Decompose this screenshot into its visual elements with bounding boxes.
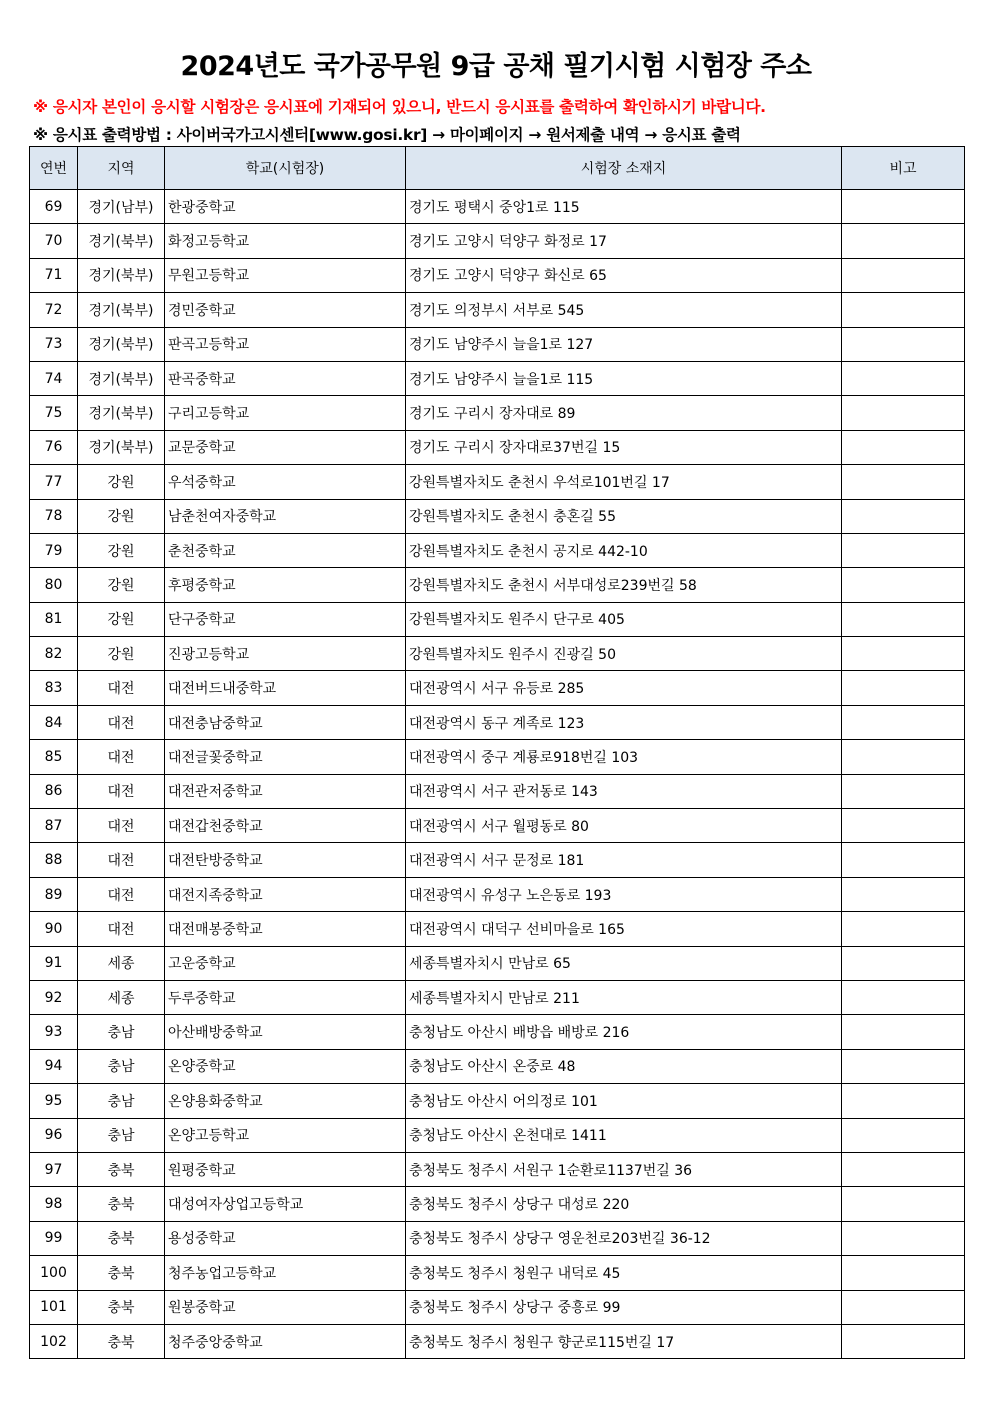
cell-region: 대전 xyxy=(78,809,165,843)
cell-note xyxy=(842,774,965,808)
cell-school: 고운중학교 xyxy=(165,946,406,980)
cell-note xyxy=(842,293,965,327)
cell-region: 충북 xyxy=(78,1290,165,1324)
cell-region: 경기(북부) xyxy=(78,293,165,327)
table-row xyxy=(30,1118,965,1152)
cell-region: 대전 xyxy=(78,705,165,739)
cell-note xyxy=(842,568,965,602)
cell-school: 무원고등학교 xyxy=(165,258,406,292)
table-row xyxy=(30,1290,965,1324)
cell-note xyxy=(842,1152,965,1186)
cell-note xyxy=(842,740,965,774)
cell-region: 강원 xyxy=(78,533,165,567)
table-row xyxy=(30,843,965,877)
cell-note xyxy=(842,1015,965,1049)
cell-school: 대전버드내중학교 xyxy=(165,671,406,705)
cell-school: 대성여자상업고등학교 xyxy=(165,1187,406,1221)
cell-address: 경기도 구리시 장자대로 89 xyxy=(406,396,842,430)
cell-no: 86 xyxy=(30,774,78,808)
cell-region: 강원 xyxy=(78,637,165,671)
cell-region: 경기(북부) xyxy=(78,224,165,258)
cell-school: 대전탄방중학교 xyxy=(165,843,406,877)
cell-address: 충청북도 청주시 서원구 1순환로1137번길 36 xyxy=(406,1152,842,1186)
cell-note xyxy=(842,877,965,911)
cell-address: 충청남도 아산시 배방읍 배방로 216 xyxy=(406,1015,842,1049)
table-row xyxy=(30,809,965,843)
table-row xyxy=(30,1324,965,1358)
cell-note xyxy=(842,671,965,705)
cell-school: 원평중학교 xyxy=(165,1152,406,1186)
cell-no: 101 xyxy=(30,1290,78,1324)
cell-region: 충북 xyxy=(78,1324,165,1358)
cell-no: 76 xyxy=(30,430,78,464)
cell-region: 경기(북부) xyxy=(78,327,165,361)
cell-school: 대전충남중학교 xyxy=(165,705,406,739)
cell-region: 대전 xyxy=(78,774,165,808)
warning-notice: ※ 응시자 본인이 응시할 시험장은 응시표에 기재되어 있으니, 반드시 응시표를 출력하여 확인하시기 바랍니다. xyxy=(33,98,766,116)
cell-no: 98 xyxy=(30,1187,78,1221)
cell-school: 온양중학교 xyxy=(165,1049,406,1083)
cell-no: 77 xyxy=(30,465,78,499)
cell-address: 충청북도 청주시 상당구 영운천로203번길 36-12 xyxy=(406,1221,842,1255)
cell-region: 대전 xyxy=(78,843,165,877)
cell-note xyxy=(842,190,965,224)
header-region: 지역 xyxy=(78,147,165,190)
cell-no: 93 xyxy=(30,1015,78,1049)
cell-no: 78 xyxy=(30,499,78,533)
cell-no: 99 xyxy=(30,1221,78,1255)
cell-region: 강원 xyxy=(78,602,165,636)
cell-school: 화정고등학교 xyxy=(165,224,406,258)
table-row xyxy=(30,533,965,567)
cell-no: 90 xyxy=(30,912,78,946)
cell-address: 세종특별자치시 만남로 211 xyxy=(406,980,842,1014)
cell-no: 70 xyxy=(30,224,78,258)
cell-address: 충청북도 청주시 상당구 대성로 220 xyxy=(406,1187,842,1221)
cell-address: 대전광역시 서구 문정로 181 xyxy=(406,843,842,877)
table-row xyxy=(30,568,965,602)
cell-address: 경기도 남양주시 늘을1로 127 xyxy=(406,327,842,361)
table-body xyxy=(30,190,965,1359)
table-row xyxy=(30,912,965,946)
table-row xyxy=(30,980,965,1014)
table-row xyxy=(30,1187,965,1221)
cell-school: 교문중학교 xyxy=(165,430,406,464)
cell-region: 충북 xyxy=(78,1256,165,1290)
cell-note xyxy=(842,1256,965,1290)
cell-note xyxy=(842,1221,965,1255)
header-note: 비고 xyxy=(842,147,965,190)
table-row xyxy=(30,327,965,361)
cell-note xyxy=(842,1118,965,1152)
table-row xyxy=(30,671,965,705)
cell-region: 충남 xyxy=(78,1049,165,1083)
cell-address: 충청북도 청주시 청원구 내덕로 45 xyxy=(406,1256,842,1290)
header-address: 시험장 소재지 xyxy=(406,147,842,190)
cell-region: 대전 xyxy=(78,671,165,705)
cell-region: 대전 xyxy=(78,912,165,946)
cell-region: 경기(북부) xyxy=(78,430,165,464)
cell-no: 92 xyxy=(30,980,78,1014)
cell-note xyxy=(842,361,965,395)
cell-region: 경기(남부) xyxy=(78,190,165,224)
cell-school: 판곡중학교 xyxy=(165,361,406,395)
cell-no: 80 xyxy=(30,568,78,602)
cell-note xyxy=(842,499,965,533)
cell-address: 충청남도 아산시 어의정로 101 xyxy=(406,1084,842,1118)
table-row xyxy=(30,361,965,395)
table-row xyxy=(30,293,965,327)
cell-school: 대전갑천중학교 xyxy=(165,809,406,843)
table-row xyxy=(30,1049,965,1083)
table-row xyxy=(30,258,965,292)
cell-note xyxy=(842,705,965,739)
table-row xyxy=(30,705,965,739)
cell-no: 85 xyxy=(30,740,78,774)
table-row xyxy=(30,774,965,808)
cell-note xyxy=(842,946,965,980)
cell-note xyxy=(842,980,965,1014)
cell-school: 원봉중학교 xyxy=(165,1290,406,1324)
cell-school: 춘천중학교 xyxy=(165,533,406,567)
cell-school: 용성중학교 xyxy=(165,1221,406,1255)
cell-region: 충남 xyxy=(78,1118,165,1152)
cell-school: 판곡고등학교 xyxy=(165,327,406,361)
cell-address: 강원특별자치도 춘천시 충혼길 55 xyxy=(406,499,842,533)
table-row xyxy=(30,224,965,258)
cell-address: 경기도 의정부시 서부로 545 xyxy=(406,293,842,327)
cell-address: 강원특별자치도 원주시 진광길 50 xyxy=(406,637,842,671)
cell-no: 89 xyxy=(30,877,78,911)
cell-region: 충남 xyxy=(78,1015,165,1049)
cell-address: 경기도 고양시 덕양구 화정로 17 xyxy=(406,224,842,258)
table-row xyxy=(30,740,965,774)
cell-school: 대전관저중학교 xyxy=(165,774,406,808)
cell-address: 대전광역시 유성구 노은동로 193 xyxy=(406,877,842,911)
cell-region: 세종 xyxy=(78,980,165,1014)
cell-region: 경기(북부) xyxy=(78,258,165,292)
cell-region: 충북 xyxy=(78,1152,165,1186)
cell-note xyxy=(842,396,965,430)
cell-address: 강원특별자치도 춘천시 서부대성로239번길 58 xyxy=(406,568,842,602)
table-row xyxy=(30,877,965,911)
header-no: 연번 xyxy=(30,147,78,190)
cell-no: 83 xyxy=(30,671,78,705)
header-school: 학교(시험장) xyxy=(165,147,406,190)
table-row xyxy=(30,396,965,430)
cell-address: 충청남도 아산시 온중로 48 xyxy=(406,1049,842,1083)
cell-school: 대전지족중학교 xyxy=(165,877,406,911)
cell-no: 69 xyxy=(30,190,78,224)
page-title: 2024년도 국가공무원 9급 공채 필기시험 시험장 주소 xyxy=(180,51,812,82)
cell-no: 82 xyxy=(30,637,78,671)
cell-no: 84 xyxy=(30,705,78,739)
cell-region: 충남 xyxy=(78,1084,165,1118)
cell-address: 대전광역시 동구 계족로 123 xyxy=(406,705,842,739)
table-row xyxy=(30,465,965,499)
cell-address: 충청북도 청주시 상당구 중흥로 99 xyxy=(406,1290,842,1324)
cell-note xyxy=(842,843,965,877)
cell-school: 남춘천여자중학교 xyxy=(165,499,406,533)
cell-address: 세종특별자치시 만남로 65 xyxy=(406,946,842,980)
cell-no: 79 xyxy=(30,533,78,567)
cell-region: 대전 xyxy=(78,877,165,911)
cell-address: 강원특별자치도 원주시 단구로 405 xyxy=(406,602,842,636)
cell-region: 강원 xyxy=(78,568,165,602)
cell-address: 경기도 고양시 덕양구 화신로 65 xyxy=(406,258,842,292)
cell-region: 경기(북부) xyxy=(78,396,165,430)
cell-no: 91 xyxy=(30,946,78,980)
cell-school: 온양용화중학교 xyxy=(165,1084,406,1118)
cell-no: 96 xyxy=(30,1118,78,1152)
cell-no: 87 xyxy=(30,809,78,843)
cell-no: 81 xyxy=(30,602,78,636)
table-row xyxy=(30,1084,965,1118)
cell-address: 대전광역시 대덕구 선비마을로 165 xyxy=(406,912,842,946)
cell-region: 대전 xyxy=(78,740,165,774)
cell-note xyxy=(842,637,965,671)
cell-address: 경기도 평택시 중앙1로 115 xyxy=(406,190,842,224)
cell-school: 구리고등학교 xyxy=(165,396,406,430)
cell-note xyxy=(842,1324,965,1358)
print-instruction-notice: ※ 응시표 출력방법 : 사이버국가고시센터[www.gosi.kr] → 마이페이지 → 원서제출 내역 → 응시표 출력 xyxy=(33,126,741,144)
cell-note xyxy=(842,224,965,258)
cell-no: 75 xyxy=(30,396,78,430)
cell-note xyxy=(842,1084,965,1118)
cell-address: 대전광역시 서구 관저동로 143 xyxy=(406,774,842,808)
cell-school: 단구중학교 xyxy=(165,602,406,636)
cell-no: 73 xyxy=(30,327,78,361)
cell-address: 대전광역시 중구 계룡로918번길 103 xyxy=(406,740,842,774)
cell-note xyxy=(842,602,965,636)
cell-school: 대전글꽃중학교 xyxy=(165,740,406,774)
cell-school: 청주중앙중학교 xyxy=(165,1324,406,1358)
table-row xyxy=(30,602,965,636)
cell-school: 후평중학교 xyxy=(165,568,406,602)
cell-region: 세종 xyxy=(78,946,165,980)
cell-address: 대전광역시 서구 유등로 285 xyxy=(406,671,842,705)
cell-note xyxy=(842,1187,965,1221)
cell-address: 경기도 구리시 장자대로37번길 15 xyxy=(406,430,842,464)
cell-address: 충청북도 청주시 청원구 향군로115번길 17 xyxy=(406,1324,842,1358)
cell-region: 충북 xyxy=(78,1221,165,1255)
cell-note xyxy=(842,533,965,567)
cell-school: 경민중학교 xyxy=(165,293,406,327)
cell-school: 대전매봉중학교 xyxy=(165,912,406,946)
cell-note xyxy=(842,1290,965,1324)
cell-no: 102 xyxy=(30,1324,78,1358)
cell-school: 청주농업고등학교 xyxy=(165,1256,406,1290)
table-row xyxy=(30,1221,965,1255)
cell-school: 아산배방중학교 xyxy=(165,1015,406,1049)
cell-school: 우석중학교 xyxy=(165,465,406,499)
table-row xyxy=(30,637,965,671)
table-header-row xyxy=(30,147,965,190)
table-row xyxy=(30,1256,965,1290)
cell-address: 충청남도 아산시 온천대로 1411 xyxy=(406,1118,842,1152)
cell-address: 경기도 남양주시 늘을1로 115 xyxy=(406,361,842,395)
cell-no: 74 xyxy=(30,361,78,395)
table-row xyxy=(30,1015,965,1049)
cell-note xyxy=(842,809,965,843)
table-row xyxy=(30,190,965,224)
exam-site-table xyxy=(29,146,965,1359)
cell-note xyxy=(842,1049,965,1083)
table-row xyxy=(30,499,965,533)
cell-note xyxy=(842,327,965,361)
cell-no: 72 xyxy=(30,293,78,327)
table-row xyxy=(30,1152,965,1186)
cell-no: 97 xyxy=(30,1152,78,1186)
cell-address: 강원특별자치도 춘천시 우석로101번길 17 xyxy=(406,465,842,499)
table-row xyxy=(30,430,965,464)
cell-no: 71 xyxy=(30,258,78,292)
cell-note xyxy=(842,430,965,464)
cell-note xyxy=(842,912,965,946)
cell-school: 온양고등학교 xyxy=(165,1118,406,1152)
cell-no: 100 xyxy=(30,1256,78,1290)
cell-school: 진광고등학교 xyxy=(165,637,406,671)
table-row xyxy=(30,946,965,980)
cell-no: 94 xyxy=(30,1049,78,1083)
cell-no: 88 xyxy=(30,843,78,877)
cell-region: 충북 xyxy=(78,1187,165,1221)
cell-region: 경기(북부) xyxy=(78,361,165,395)
cell-address: 대전광역시 서구 월평동로 80 xyxy=(406,809,842,843)
cell-region: 강원 xyxy=(78,499,165,533)
cell-note xyxy=(842,258,965,292)
cell-note xyxy=(842,465,965,499)
cell-school: 한광중학교 xyxy=(165,190,406,224)
cell-no: 95 xyxy=(30,1084,78,1118)
cell-region: 강원 xyxy=(78,465,165,499)
cell-address: 강원특별자치도 춘천시 공지로 442-10 xyxy=(406,533,842,567)
cell-school: 두루중학교 xyxy=(165,980,406,1014)
